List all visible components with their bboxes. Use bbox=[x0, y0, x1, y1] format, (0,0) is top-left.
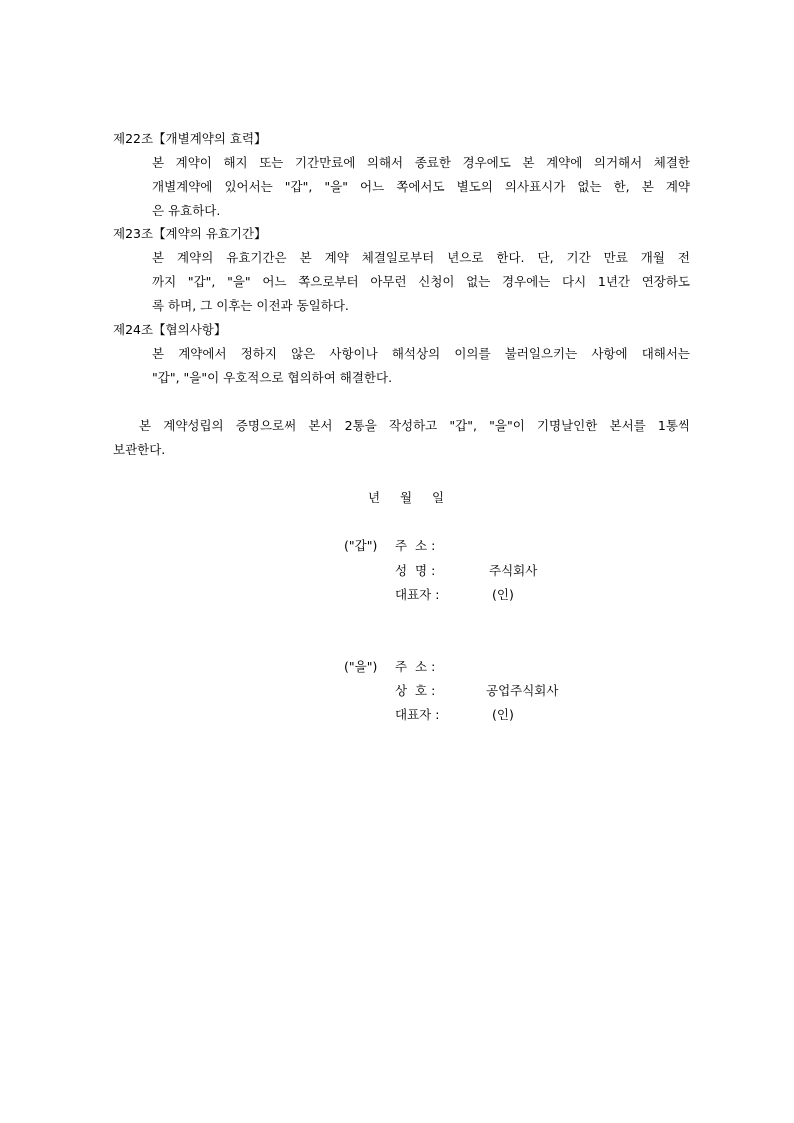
closing-line-2: 보관한다. bbox=[113, 442, 166, 457]
party-b-address-label: 주 소 : bbox=[395, 659, 436, 674]
article-22-line-1: 본 계약이 해지 또는 기간만료에 의해서 종료한 경우에도 본 계약에 의거해서 체결한 bbox=[152, 155, 690, 170]
article-23-line-3: 록 하며, 그 이후는 이전과 동일하다. bbox=[152, 298, 349, 313]
party-a-address-label: 주 소 : bbox=[395, 538, 436, 553]
party-a-rep-label: 대표자 : bbox=[395, 587, 440, 602]
article-23-line-1: 본 계약의 유효기간은 본 계약 체결일로부터 년으로 한다. 단, 기간 만료 개월 전 bbox=[152, 250, 690, 265]
closing-line-1: 본 계약성립의 증명으로써 본서 2통을 작성하고 "갑", "을"이 기명날인한 본서를 1통씩 bbox=[139, 418, 690, 433]
party-a-seal: (인) bbox=[492, 587, 514, 602]
article-22-line-3: 은 유효하다. bbox=[152, 203, 221, 218]
article-23-heading: 제23조【계약의 유효기간】 bbox=[113, 226, 267, 241]
article-24-line-2: "갑", "을"이 우호적으로 협의하여 해결한다. bbox=[152, 370, 393, 385]
party-a-name-label: 성 명 : bbox=[395, 563, 436, 578]
party-b-name-label: 상 호 : bbox=[395, 683, 436, 698]
date-month: 월 bbox=[400, 490, 413, 505]
article-23-line-2: 까지 "갑", "을" 어느 쪽으로부터 아무런 신청이 없는 경우에는 다시 1년간 연장하도 bbox=[152, 274, 690, 289]
article-24-line-1: 본 계약에서 정하지 않은 사항이나 해석상의 이의를 불러일으키는 사항에 대해서는 bbox=[152, 346, 690, 361]
party-a-label: ("갑") bbox=[344, 538, 378, 553]
party-b-rep-label: 대표자 : bbox=[395, 707, 440, 722]
party-b-seal: (인) bbox=[492, 707, 514, 722]
date-year: 년 bbox=[368, 490, 381, 505]
date-day: 일 bbox=[432, 490, 445, 505]
party-a-name-value: 주식회사 bbox=[489, 563, 538, 578]
article-22-line-2: 개별계약에 있어서는 "갑", "을" 어느 쪽에서도 별도의 의사표시가 없는 한, 본 계약 bbox=[152, 179, 690, 194]
article-22-heading: 제22조【개별계약의 효력】 bbox=[113, 131, 267, 146]
article-24-heading: 제24조【협의사항】 bbox=[113, 322, 227, 337]
party-b-name-value: 공업주식회사 bbox=[486, 683, 559, 698]
party-b-label: ("을") bbox=[344, 659, 378, 674]
